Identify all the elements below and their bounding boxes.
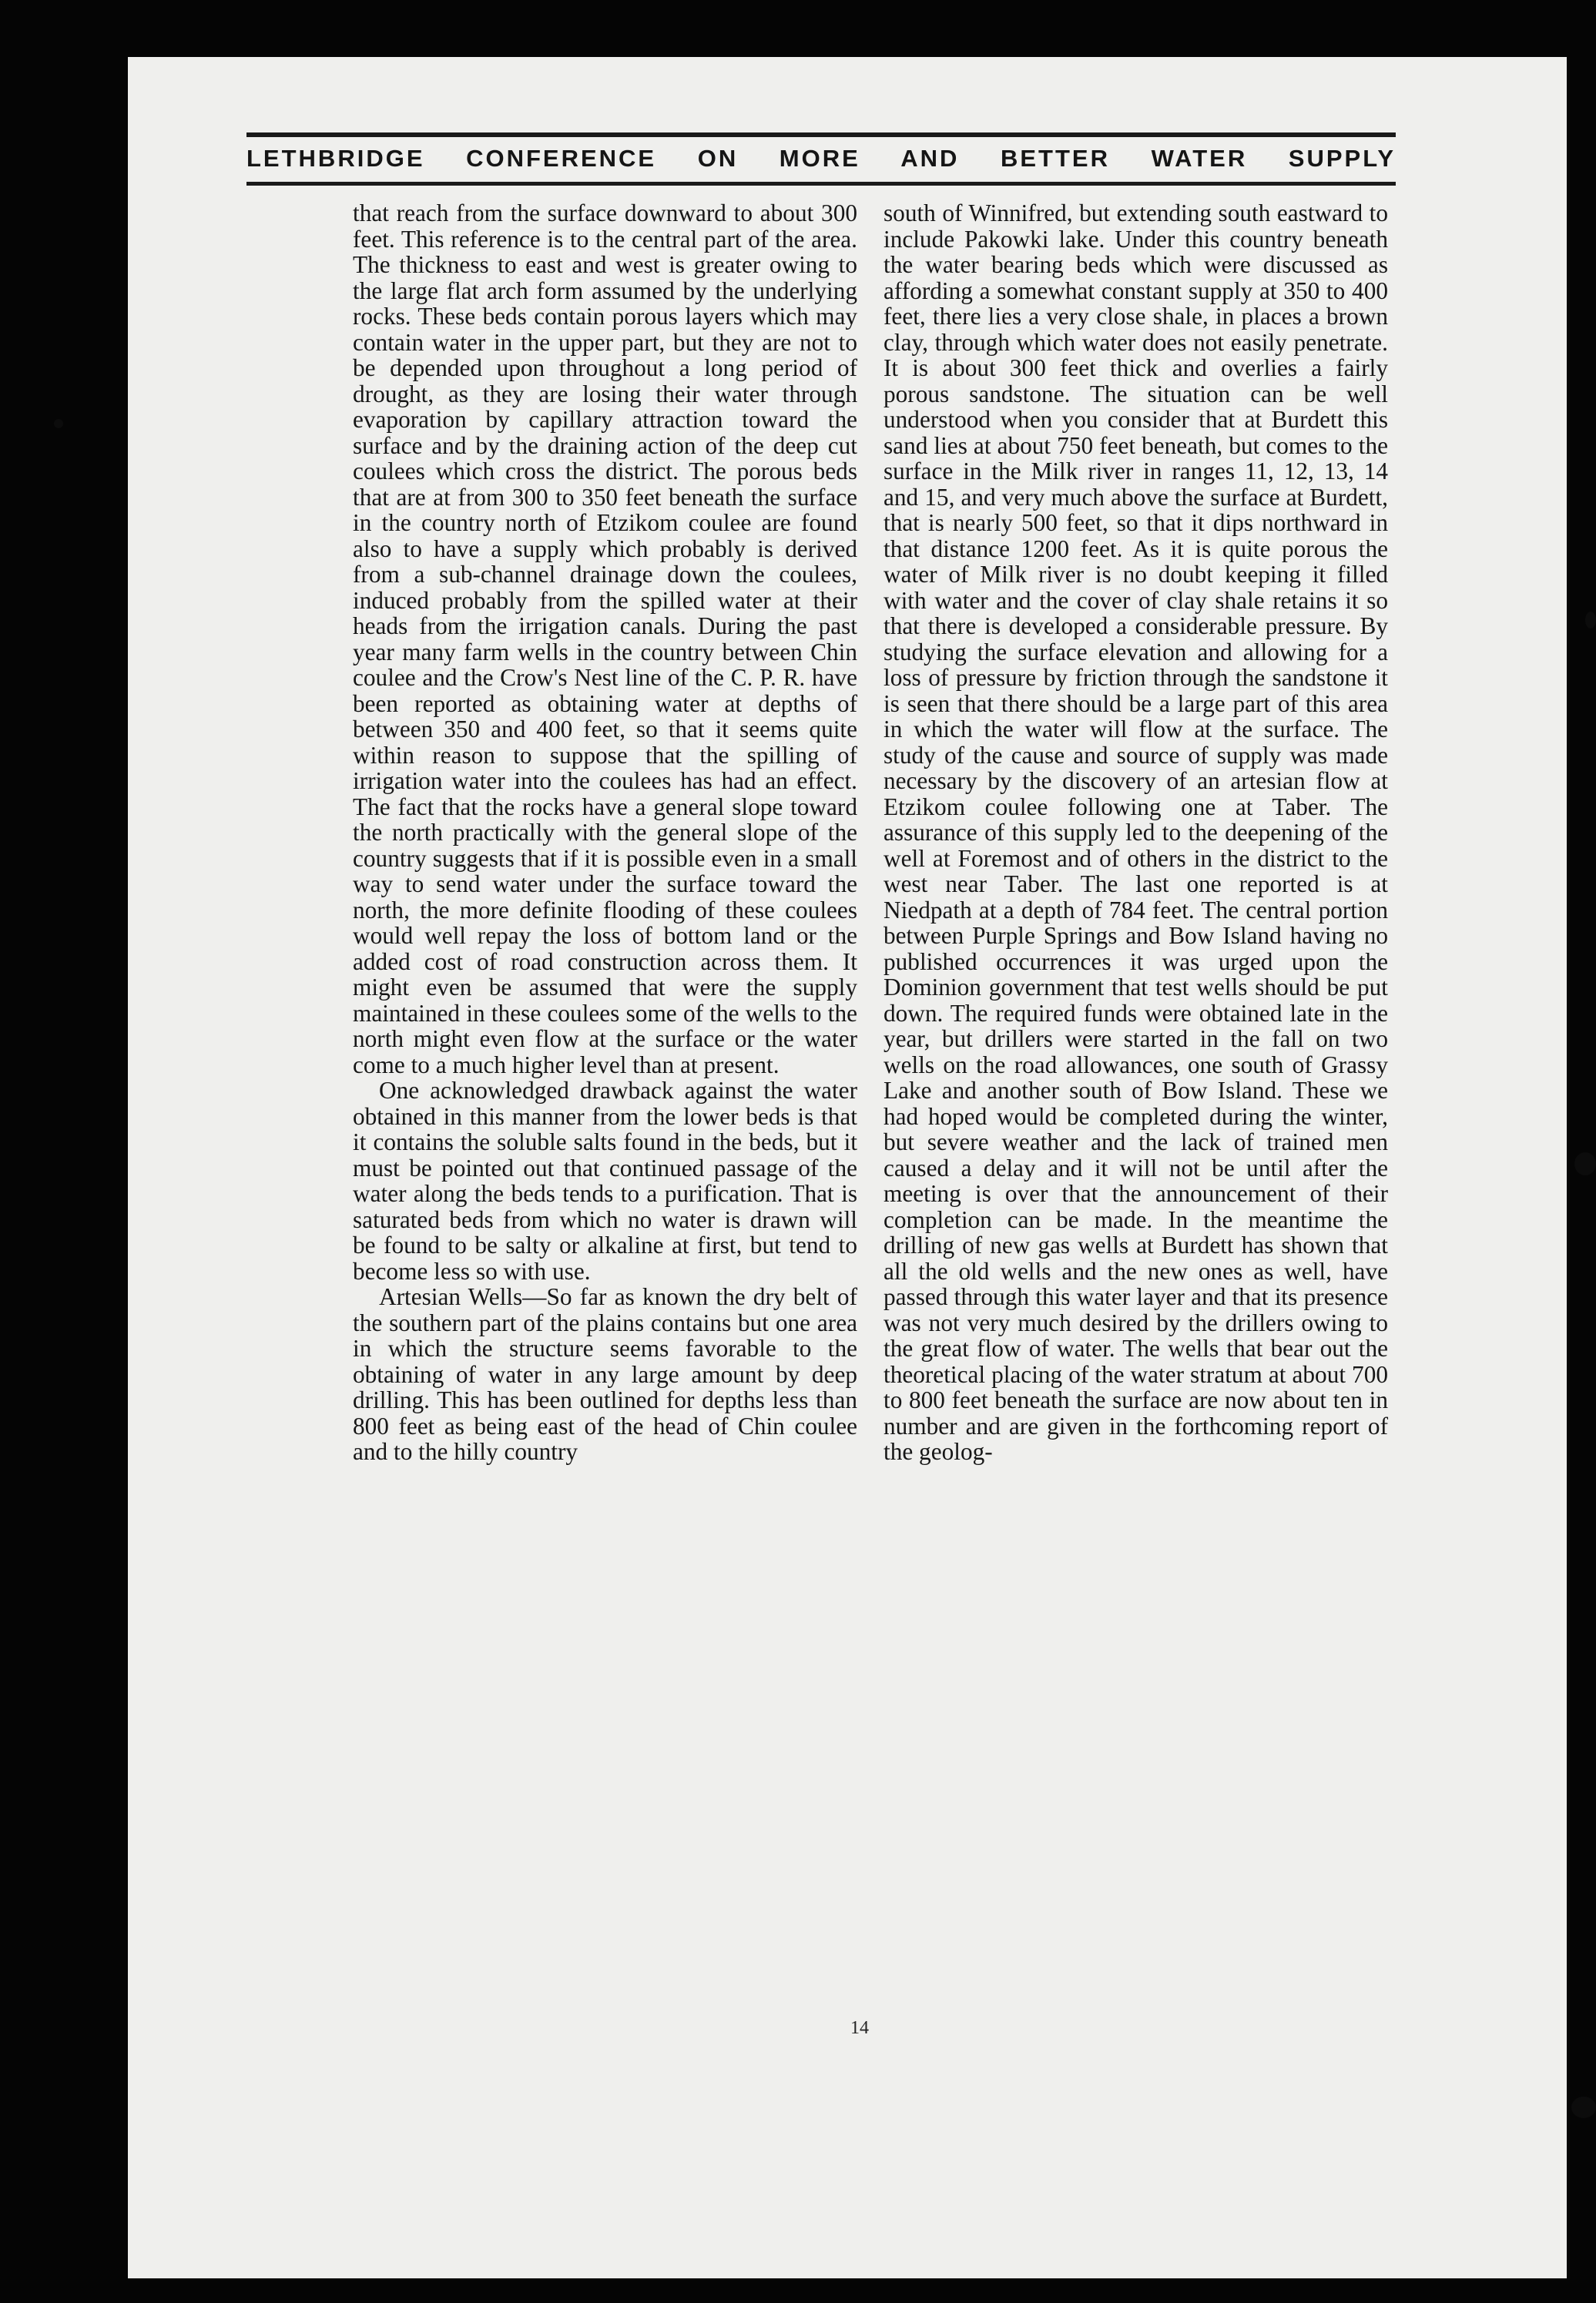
scan-speck: [1585, 612, 1596, 629]
paragraph-artesian-wells: Artesian Wells—So far as known the dry belt of the southern part of the plains contains but one area in which the structure seems favorable to the obtaining of water in any large amount by deep drilling. This has been outlined for depths less than 800 feet as being east of the head of Chin coulee and to the hilly country: [353, 1283, 857, 1465]
scan-speck: [1571, 2097, 1596, 2118]
page-number: 14: [850, 2018, 869, 2038]
running-header: LETHBRIDGE CONFERENCE ON MORE AND BETTER WATER SUPPLY: [246, 145, 1396, 172]
text-column-right: [884, 200, 1388, 1465]
header-rule-bottom: [246, 182, 1396, 186]
paragraph: One acknowledged drawback against the water obtained in this manner from the lower beds is that it contains the soluble salts found in the beds, but it must be pointed out that continued passage of the water along the beds tends to a purification. That is saturated beds from which no water is drawn will be found to be salty or alkaline at first, but tend to become less so with use.: [353, 1077, 857, 1285]
text-column-left: [353, 200, 857, 1465]
header-rule-top: [246, 132, 1396, 137]
scan-speck: [54, 419, 63, 428]
scan-speck: [1574, 1152, 1596, 1175]
paragraph: that reach from the surface downward to about 300 feet. This reference is to the central part of the area. The thickness to east and west is greater owing to the large flat arch form assumed by the underlying rocks. These beds contain porous layers which may contain water in the upper part, but they are not to be depended upon throughout a long period of drought, as they are losing their water through evaporation by capillary attraction toward the surface and by the draining action of the deep cut coulees which cross the district. The porous beds that are at from 300 to 350 feet beneath the surface in the country north of Etzikom coulee are found also to have a supply which probably is derived from a sub-channel drainage down the coulees, induced probably from the spilled water at their heads from the irrigation canals. During the past year many farm wells in the country between Chin coulee and the Crow's Nest line of the C. P. R. have been reported as obtaining water at depths of between 350 and 400 feet, so that it seems quite within reason to suppose that the spilling of irrigation water into the coulees has had an effect. The fact that the rocks have a general slope toward the north practically with the general slope of the country suggests that if it is possible even in a small way to send water under the surface toward the north, the more definite flooding of these coulees would well repay the loss of bottom land or the added cost of road construction across them. It might even be assumed that were the supply maintained in these coulees some of the wells to the north might even flow at the surface or the water come to a much higher level than at present.: [353, 199, 857, 1078]
paragraph: south of Winnifred, but extending south eastward to include Pakowki lake. Under this country beneath the water bearing beds which were discussed as affording a somewhat constant supply at 350 to 400 feet, there lies a very close shale, in places a brown clay, through which water does not easily penetrate. It is about 300 feet thick and overlies a fairly porous sandstone. The situation can be well understood when you consider that at Burdett this sand lies at about 750 feet beneath, but comes to the surface in the Milk river in ranges 11, 12, 13, 14 and 15, and very much above the surface at Burdett, that is nearly 500 feet, so that it dips northward in that distance 1200 feet. As it is quite porous the water of Milk river is no doubt keeping it filled with water and the cover of clay shale retains it so that there is developed a considerable pressure. By studying the surface elevation and allowing for a loss of pressure by friction through the sandstone it is seen that there should be a large part of this area in which the water will flow at the surface. The study of the cause and source of supply was made necessary by the discovery of an artesian flow at Etzikom coulee following one at Taber. The assurance of this supply led to the deepening of the well at Foremost and of others in the district to the west near Taber. The last one reported is at Niedpath at a depth of 784 feet. The central portion between Purple Springs and Bow Island having no published occurrences it was urged upon the Dominion government that test wells should be put down. The required funds were obtained late in the year, but drillers were started in the fall on two wells on the road allowances, one south of Grassy Lake and another south of Bow Island. These we had hoped would be completed during the winter, but severe weather and the lack of trained men caused a delay and it will not be until after the meeting is over that the announcement of their completion can be made. In the meantime the drilling of new gas wells at Burdett has shown that all the old wells and the new ones as well, have passed through this water layer and that its presence was not very much desired by the drillers owing to the great flow of water. The wells that bear out the theoretical placing of the water stratum at about 700 to 800 feet beneath the surface are now about ten in number and are given in the forthcoming report of the geolog-: [884, 199, 1388, 1465]
